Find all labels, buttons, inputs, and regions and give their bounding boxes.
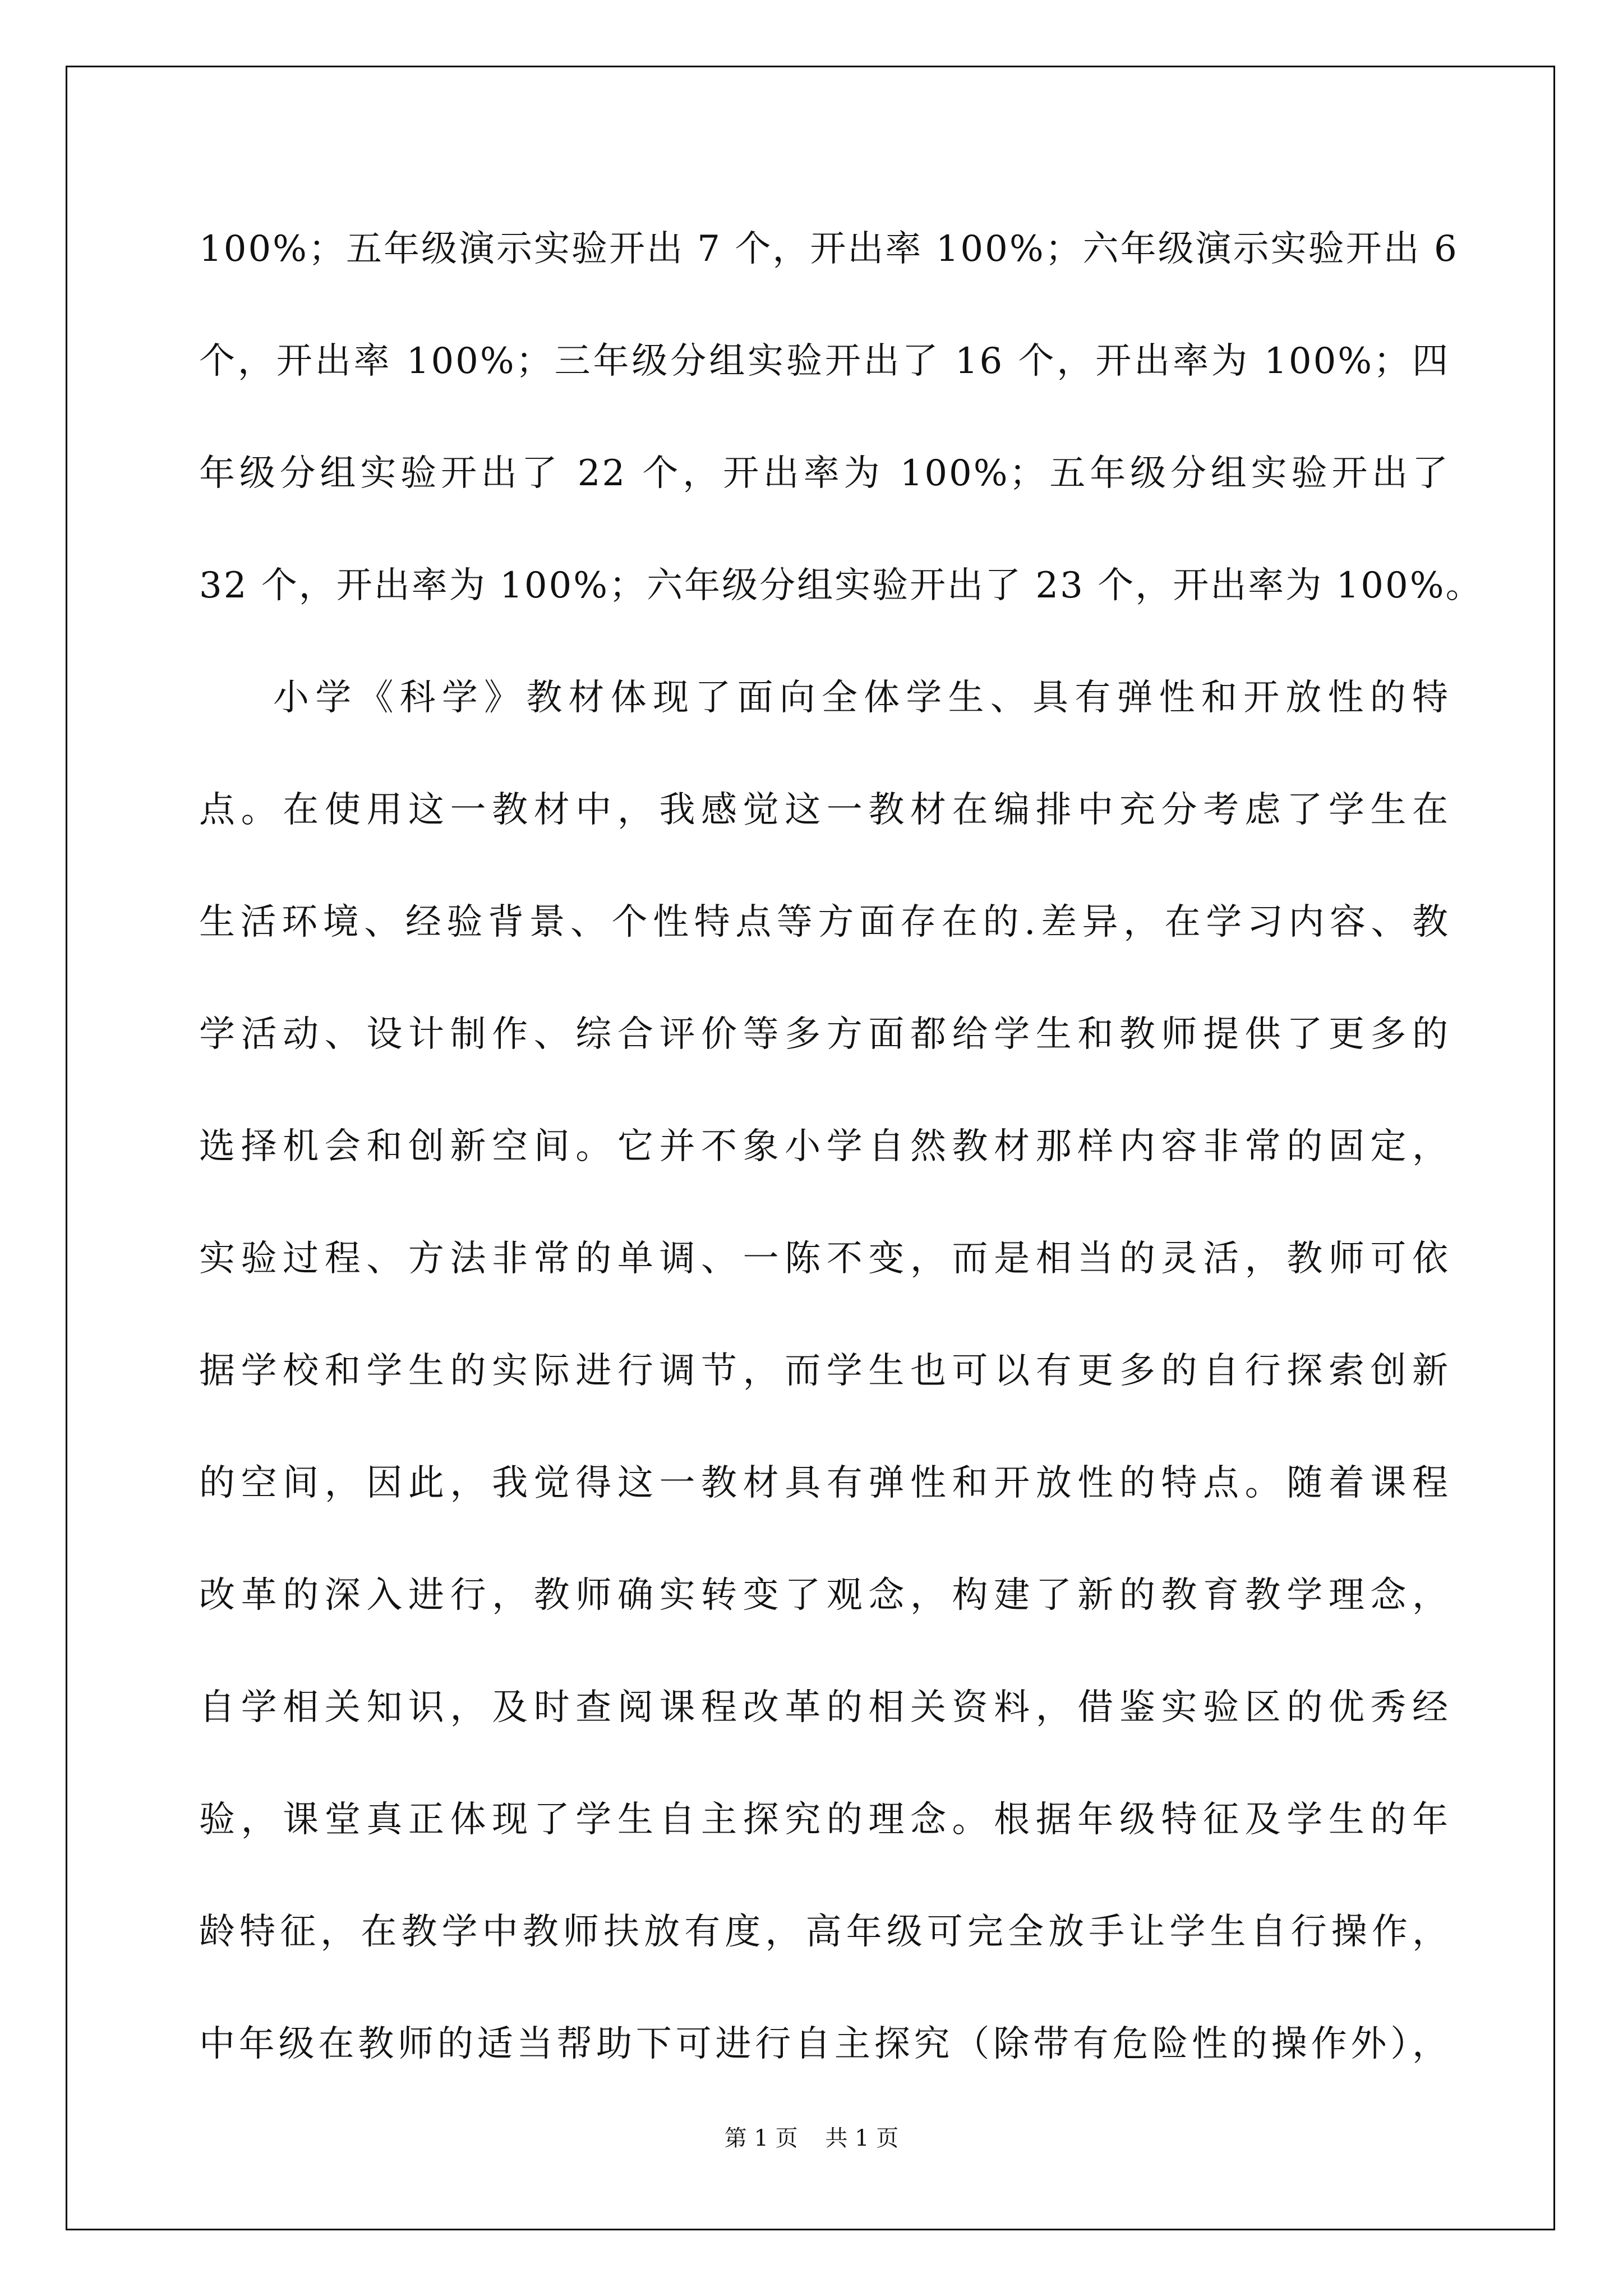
page-footer — [0, 2126, 1623, 2151]
body-line: 选择机会和创新空间。它并不象小学自然教材那样内容非常的固定， — [199, 1126, 1450, 1167]
body-line: 据学校和学生的实际进行调节，而学生也可以有更多的自行探索创新 — [199, 1350, 1450, 1392]
page-number: 第 1 页 — [724, 2125, 798, 2151]
paragraph-first-line: 小学《科学》教材体现了面向全体学生、具有弹性和开放性的特 — [273, 677, 1450, 719]
body-line: 实验过程、方法非常的单调、一陈不变，而是相当的灵活，教师可依 — [199, 1238, 1450, 1280]
body-line: 学活动、设计制作、综合评价等多方面都给学生和教师提供了更多的 — [199, 1014, 1450, 1055]
body-line: 个，开出率 100%；三年级分组实验开出了 16 个，开出率为 100%；四 — [199, 341, 1450, 382]
body-line: 点。在使用这一教材中，我感觉这一教材在编排中充分考虑了学生在 — [199, 789, 1450, 831]
body-line: 32 个，开出率为 100%；六年级分组实验开出了 23 个，开出率为 100%。 — [199, 565, 1483, 606]
body-line: 100%；五年级演示实验开出 7 个，开出率 100%；六年级演示实验开出 6 — [199, 228, 1459, 270]
body-line: 龄特征，在教学中教师扶放有度，高年级可完全放手让学生自行操作， — [199, 1911, 1450, 1953]
body-line: 自学相关知识，及时查阅课程改革的相关资料，借鉴实验区的优秀经 — [199, 1687, 1450, 1728]
page-total: 共 1 页 — [825, 2125, 899, 2151]
body-line: 生活环境、经验背景、个性特点等方面存在的.差异，在学习内容、教 — [199, 901, 1450, 943]
body-line: 年级分组实验开出了 22 个，开出率为 100%；五年级分组实验开出了 — [199, 453, 1450, 494]
body-line: 验，课堂真正体现了学生自主探究的理念。根据年级特征及学生的年 — [199, 1799, 1450, 1841]
body-line: 的空间，因此，我觉得这一教材具有弹性和开放性的特点。随着课程 — [199, 1462, 1450, 1504]
body-line: 中年级在教师的适当帮助下可进行自主探究（除带有危险性的操作外）， — [199, 2023, 1450, 2065]
body-line: 改革的深入进行，教师确实转变了观念，构建了新的教育教学理念， — [199, 1575, 1450, 1616]
